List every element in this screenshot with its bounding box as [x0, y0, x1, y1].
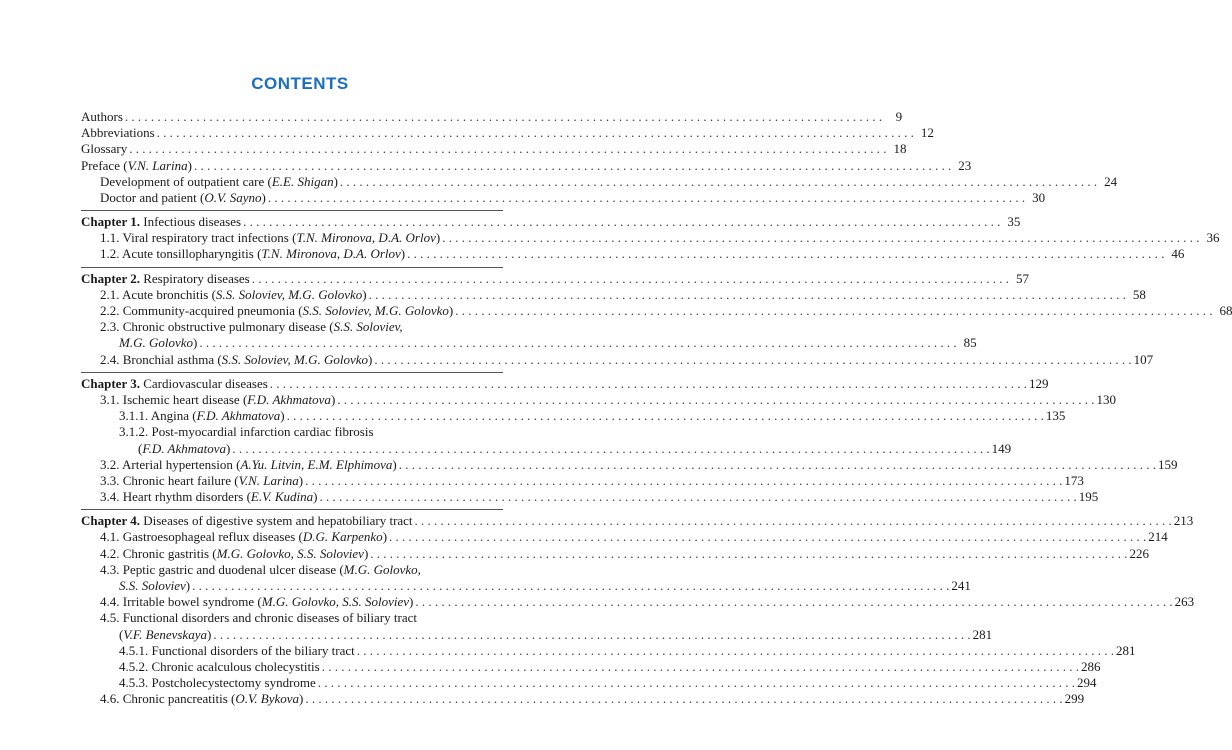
toc-entry-continuation[interactable]: (V.F. Benevskaya) . . . 281 — [81, 627, 503, 643]
page-number: 226 — [1129, 545, 1150, 561]
entry-authors: F.D. Akhmatova — [247, 391, 331, 407]
dot-leader — [252, 271, 1009, 287]
toc-entry-doctor-and-patient[interactable]: Doctor and patient (O.V. Sayno) . . . 30 — [81, 190, 503, 206]
dot-leader — [194, 158, 951, 174]
page-number: 130 — [1096, 391, 1117, 407]
toc-entry-preface[interactable]: Preface (V.N. Larina) . . . 23 — [81, 158, 503, 174]
page-number: 214 — [1148, 529, 1168, 545]
toc-entry[interactable]: 2.2. Community-acquired pneumonia (S.S. Soloviev, M.G. Golovko) . . . 68 — [81, 303, 503, 319]
page-number: 263 — [1174, 594, 1195, 610]
toc-entry[interactable]: 4.1. Gastroesophageal reflux diseases (D.G. Karpenko) . . . 214 — [81, 530, 503, 546]
dot-leader — [129, 141, 886, 157]
page-number: 213 — [1173, 513, 1194, 529]
entry-authors: E.V. Kudina — [250, 489, 314, 505]
entry-authors: M.G. Golovko, S.S. Soloviev — [216, 545, 364, 561]
dot-leader — [399, 457, 1156, 473]
dot-leader — [270, 376, 1027, 392]
entry-authors: T.N. Mironova, D.A. Orlov — [296, 230, 436, 246]
page-number: 241 — [951, 578, 971, 594]
dot-leader — [213, 627, 970, 643]
page-number: 18 — [893, 141, 907, 157]
toc-chapter-2 — [81, 267, 1232, 372]
toc-entry[interactable]: 4.5.1. Functional disorders of the biliary tract . . . 281 — [81, 643, 503, 659]
dot-leader — [415, 594, 1172, 610]
table-of-contents — [81, 108, 1232, 712]
dot-leader — [389, 529, 1146, 545]
page-number: 58 — [1132, 286, 1146, 302]
toc-chapter-heading[interactable]: Chapter 1. Infectious diseases . . . 35 — [81, 214, 503, 230]
toc-entry-first-line[interactable]: 2.3. Chronic obstructive pulmonary disease (S.S. Soloviev, — [100, 319, 403, 335]
page-number: 159 — [1157, 456, 1178, 472]
toc-entry[interactable]: 4.5.3. Postcholecystectomy syndrome . . . 294 — [81, 675, 503, 691]
toc-entry[interactable]: 3.2. Arterial hypertension (A.Yu. Litvin, E.M. Elphimova) . . . 159 — [81, 457, 503, 473]
toc-entry[interactable]: 3.1.1. Angina (F.D. Akhmatova) . . . 135 — [81, 408, 503, 424]
page-number: 281 — [972, 626, 993, 642]
dot-leader — [318, 675, 1075, 691]
page-number: 57 — [1016, 270, 1029, 286]
dot-leader — [442, 230, 1199, 246]
page-number: 30 — [1032, 189, 1046, 205]
toc-entry[interactable]: 1.1. Viral respiratory tract infections (T.N. Mironova, D.A. Orlov) . . . 36 — [81, 230, 503, 246]
toc-entry[interactable]: 4.4. Irritable bowel syndrome (M.G. Golovko, S.S. Soloviev) . . . 263 — [81, 594, 503, 610]
entry-authors: M.G. Golovko, — [343, 561, 421, 577]
toc-entry[interactable]: 3.1. Ischemic heart disease (F.D. Akhmatova) . . . 130 — [81, 392, 503, 408]
entry-authors: M.G. Golovko, S.S. Soloviev — [261, 594, 410, 610]
dot-leader — [369, 287, 1126, 303]
toc-chapter-heading[interactable]: Chapter 3. Cardiovascular diseases . . . 129 — [81, 376, 503, 392]
toc-entry-continuation[interactable]: (F.D. Akhmatova) . . . 149 — [81, 441, 503, 457]
dot-leader — [455, 303, 1212, 319]
page-number: 12 — [920, 125, 934, 141]
dot-leader — [305, 691, 1062, 707]
page-number: 107 — [1133, 351, 1154, 367]
toc-entry[interactable]: 1.2. Acute tonsillopharyngitis (T.N. Mironova, D.A. Orlov) . . . 46 — [81, 247, 503, 263]
toc-entry-outpatient-care[interactable]: Development of outpatient care (E.E. Shigan) . . . 24 — [81, 174, 503, 190]
entry-authors: F.D. Akhmatova — [196, 408, 281, 424]
toc-entry-first-line[interactable]: 4.3. Peptic gastric and duodenal ulcer disease (M.G. Golovko, — [100, 561, 421, 577]
dot-leader — [192, 578, 949, 594]
toc-front-matter — [81, 108, 1118, 210]
toc-entry[interactable]: 2.1. Acute bronchitis (S.S. Soloviev, M.G. Golovko) . . . 58 — [81, 287, 503, 303]
toc-chapter-heading[interactable]: Chapter 2. Respiratory diseases . . . 57 — [81, 271, 503, 287]
dot-leader — [357, 643, 1114, 659]
dot-leader — [415, 513, 1172, 529]
page-number: 173 — [1064, 472, 1084, 488]
page-number: 286 — [1080, 658, 1101, 674]
page-number: 129 — [1029, 375, 1049, 391]
dot-leader — [305, 473, 1062, 489]
dot-leader — [370, 546, 1127, 562]
dot-leader — [243, 214, 1000, 230]
dot-leader — [199, 335, 956, 351]
entry-authors: F.D. Akhmatova — [142, 440, 226, 456]
toc-chapter-3 — [81, 372, 1178, 510]
dot-leader — [407, 246, 1164, 262]
dot-leader — [320, 489, 1077, 505]
entry-authors: V.N. Larina — [238, 472, 299, 488]
page-number: 85 — [963, 335, 977, 351]
toc-chapter-4 — [81, 509, 1195, 711]
entry-authors: T.N. Mironova, D.A. Orlov — [261, 246, 401, 262]
toc-entry-authors[interactable]: Authors . . . 9 — [81, 109, 503, 125]
toc-entry[interactable]: 4.5.2. Chronic acalculous cholecystitis . . . 286 — [81, 659, 503, 675]
page-number: 195 — [1078, 489, 1099, 505]
page-number: 68 — [1219, 303, 1232, 319]
toc-entry[interactable]: 2.4. Bronchial asthma (S.S. Soloviev, M.G. Golovko) . . . 107 — [81, 352, 503, 368]
page-number: 149 — [991, 440, 1012, 456]
entry-authors: A.Yu. Litvin, E.M. Elphimova — [240, 456, 393, 472]
dot-leader — [322, 659, 1079, 675]
dot-leader — [340, 174, 1097, 190]
toc-chapter-heading[interactable]: Chapter 4. Diseases of digestive system and hepatobiliary tract . . . 213 — [81, 513, 503, 529]
dot-leader — [268, 190, 1025, 206]
toc-entry-continuation[interactable]: S.S. Soloviev) . . . 241 — [81, 578, 503, 594]
page-number: 23 — [958, 157, 972, 173]
dot-leader — [232, 441, 989, 457]
page-number: 24 — [1104, 173, 1118, 189]
entry-authors: O.V. Bykova — [235, 691, 300, 707]
toc-entry[interactable]: 3.4. Heart rhythm disorders (E.V. Kudina) . . . 195 — [81, 489, 503, 505]
toc-entry[interactable]: 3.3. Chronic heart failure (V.N. Larina) . . . 173 — [81, 473, 503, 489]
dot-leader — [125, 109, 882, 125]
page-number: 9 — [895, 108, 903, 124]
page-number: 35 — [1007, 214, 1021, 230]
page-number: 135 — [1045, 408, 1066, 424]
toc-entry-continuation[interactable]: M.G. Golovko) . . . 85 — [81, 335, 503, 351]
page-number: 281 — [1116, 642, 1136, 658]
dot-leader — [374, 352, 1131, 368]
entry-authors: V.N. Larina — [127, 157, 188, 173]
dot-leader — [287, 408, 1044, 424]
entry-authors: V.F. Benevskaya — [123, 626, 207, 642]
page-title: CONTENTS — [251, 74, 349, 93]
page-number: 299 — [1064, 691, 1085, 707]
toc-entry-glossary[interactable]: Glossary . . . 18 — [81, 141, 503, 157]
page-number: 36 — [1206, 230, 1220, 246]
toc-entry-first-line[interactable]: 4.5. Functional disorders and chronic diseases of biliary tract — [100, 610, 417, 626]
dot-leader — [337, 392, 1094, 408]
entry-authors: M.G. Golovko — [119, 335, 194, 351]
page-number: 46 — [1171, 246, 1185, 262]
toc-entry-first-line[interactable]: 3.1.2. Post-myocardial infarction cardiac fibrosis — [119, 424, 374, 440]
entry-authors: D.G. Karpenko — [302, 529, 383, 545]
entry-authors: S.S. Soloviev, M.G. Golovko — [215, 286, 363, 302]
entry-authors: E.E. Shigan — [271, 173, 334, 189]
entry-authors: S.S. Soloviev, M.G. Golovko — [221, 351, 368, 367]
entry-authors: S.S. Soloviev, — [333, 319, 403, 335]
toc-entry[interactable]: 4.2. Chronic gastritis (M.G. Golovko, S.S. Soloviev) . . . 226 — [81, 546, 503, 562]
toc-chapter-1 — [81, 210, 1220, 267]
entry-authors: O.V. Sayno — [204, 189, 262, 205]
toc-entry[interactable]: 4.6. Chronic pancreatitis (O.V. Bykova) . . . 299 — [81, 691, 503, 707]
dot-leader — [157, 125, 914, 141]
page-number: 294 — [1077, 675, 1097, 691]
entry-authors: S.S. Soloviev — [119, 578, 186, 594]
toc-entry-abbreviations[interactable]: Abbreviations . . . 12 — [81, 125, 503, 141]
entry-authors: S.S. Soloviev, M.G. Golovko — [302, 303, 449, 319]
